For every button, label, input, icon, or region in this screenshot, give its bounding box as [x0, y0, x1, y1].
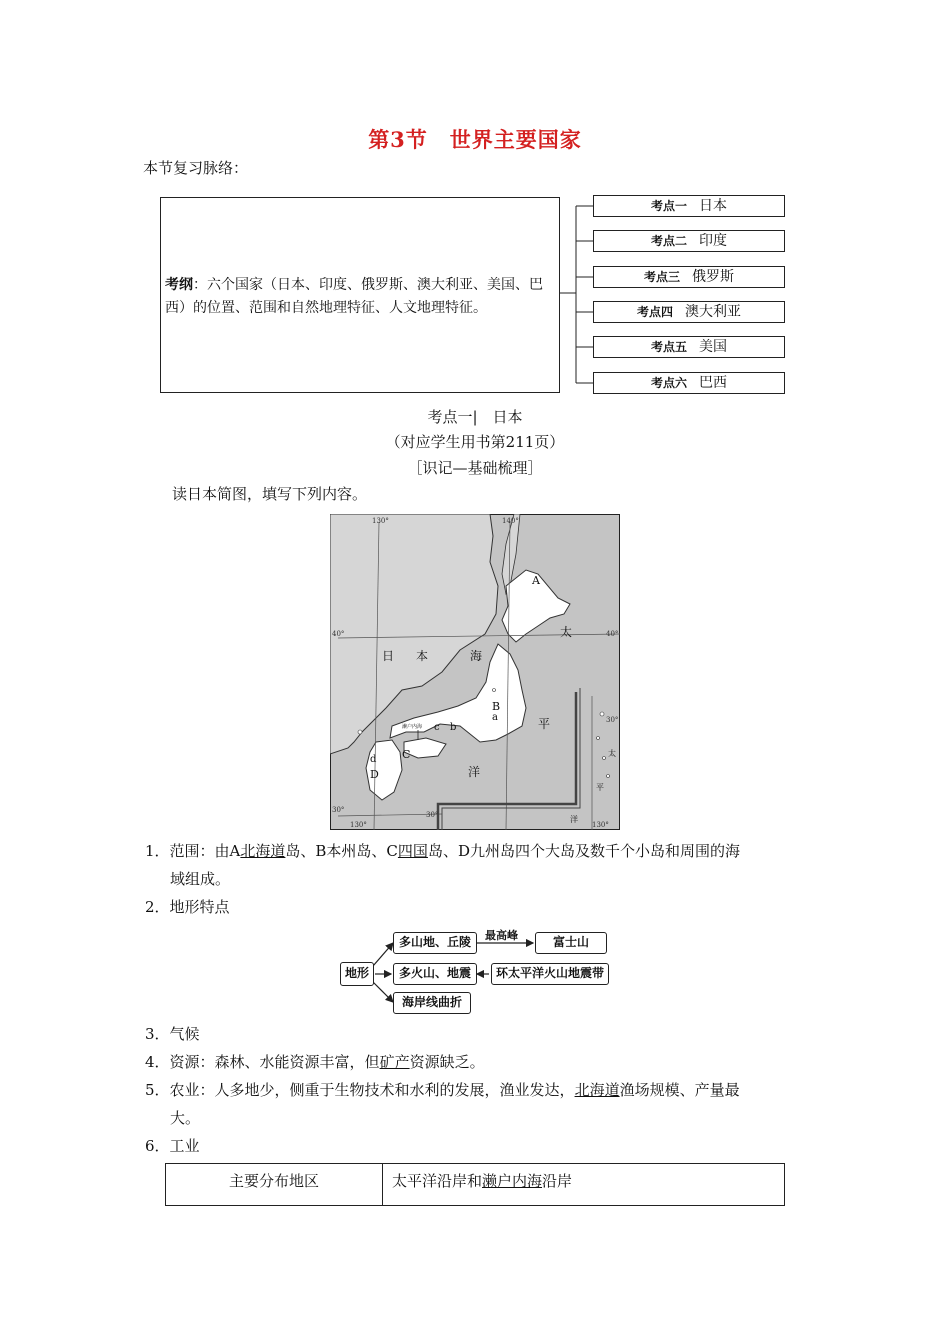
map-label-d: d	[370, 754, 377, 765]
table-header-distribution: 主要分布地区	[166, 1164, 383, 1205]
map-ocean-1: 太	[560, 625, 573, 639]
syllabus-text	[165, 274, 557, 320]
item-1-line-2: 域组成。	[170, 870, 231, 888]
item-3: 3．气候	[145, 1025, 200, 1043]
key-point-1: 考点一 日本	[593, 195, 785, 217]
map-label-C: C	[402, 748, 411, 761]
key-point-4: 考点四 澳大利亚	[593, 301, 785, 323]
map-sea-3: 海	[470, 649, 483, 663]
map-sea-1: 日	[382, 649, 395, 663]
terrain-box: 地形	[340, 962, 374, 986]
page-title: 第3节 世界主要国家	[368, 127, 582, 152]
section-ref: （对应学生用书第211页）	[385, 433, 565, 451]
syllabus-content: ：六个国家（日本、印度、俄罗斯、澳大利亚、美国、巴西）的位置、范围和自然地理特征、人文地理特征。	[165, 277, 543, 316]
mountains-box: 多山地、丘陵	[393, 932, 477, 954]
map-inset-3: 洋	[570, 815, 578, 824]
map-lat-30-inset: 30°	[606, 716, 619, 724]
item-6: 6．工业	[145, 1137, 200, 1155]
syllabus-label: 考纲	[165, 277, 193, 293]
map-inset-2: 平	[596, 783, 604, 792]
map-lat-40-right: 40°	[606, 630, 619, 638]
map-label-A: A	[532, 574, 540, 587]
coastline-box: 海岸线曲折	[393, 992, 471, 1014]
answer-minerals: 矿产	[379, 1053, 410, 1071]
map-lon-130-bottom: 130°	[350, 821, 367, 829]
map-lat-30-bottom: 30°	[426, 811, 439, 819]
key-point-5: 考点五 美国	[593, 336, 785, 358]
table-cell-distribution: 太平洋沿岸和濑户内海沿岸	[392, 1172, 573, 1190]
map-inset-1: 太	[608, 749, 616, 758]
answer-setonaikai: 濑户内海	[482, 1172, 543, 1190]
map-label-c: c	[434, 722, 440, 733]
map-lat-40-left: 40°	[332, 630, 345, 638]
answer-hokkaido-fishery: 北海道	[574, 1081, 620, 1099]
syllabus-box	[160, 197, 560, 393]
section-sub: ［识记—基础梳理］	[407, 459, 543, 477]
map-lon-130-top: 130°	[372, 517, 389, 525]
answer-shikoku: 四国	[397, 842, 428, 860]
map-sea-2: 本	[416, 649, 429, 663]
bracket-connector	[558, 195, 598, 395]
item-5-line-1: 5．农业：人多地少，侧重于生物技术和水利的发展，渔业发达，北海道渔场规模、产量最	[145, 1081, 740, 1099]
answer-hokkaido: 北海道	[240, 842, 286, 860]
volcano-box: 多火山、地震	[393, 963, 477, 985]
intro-text: 本节复习脉络：	[143, 159, 249, 177]
japan-map	[330, 514, 620, 830]
terrain-diagram	[337, 926, 617, 1016]
map-ocean-3: 洋	[468, 765, 481, 779]
key-point-3: 考点三 俄罗斯	[593, 266, 785, 288]
map-setonaikai-label: 濑户内海	[402, 724, 423, 730]
map-lon-130-inset: 130°	[592, 821, 609, 829]
mt-fuji-box: 富士山	[535, 932, 607, 954]
map-label-a: a	[492, 712, 498, 723]
industry-table	[165, 1163, 785, 1206]
map-label-D: D	[370, 768, 379, 781]
map-label-B: B	[492, 700, 501, 713]
item-2: 2．地形特点	[145, 898, 230, 916]
item-1-line-1: 1．范围：由A北海道岛、B本州岛、C四国岛、D九州岛四个大岛及数千个小岛和周围的海	[145, 842, 740, 860]
item-5-line-2: 大。	[170, 1109, 201, 1127]
pacific-ring-box: 环太平洋火山地震带	[491, 963, 609, 985]
section-heading: 考点一| 日本	[427, 408, 523, 426]
item-4: 4．资源：森林、水能资源丰富，但矿产资源缺乏。	[145, 1053, 485, 1071]
map-ocean-2: 平	[538, 717, 551, 731]
map-instruction: 读日本简图，填写下列内容。	[172, 485, 368, 503]
map-label-b: b	[450, 722, 457, 733]
key-point-6: 考点六 巴西	[593, 372, 785, 394]
highest-peak-label: 最高峰	[485, 929, 518, 942]
map-lon-140-top: 140°	[502, 517, 519, 525]
map-lat-30-left: 30°	[332, 806, 345, 814]
key-point-2: 考点二 印度	[593, 230, 785, 252]
